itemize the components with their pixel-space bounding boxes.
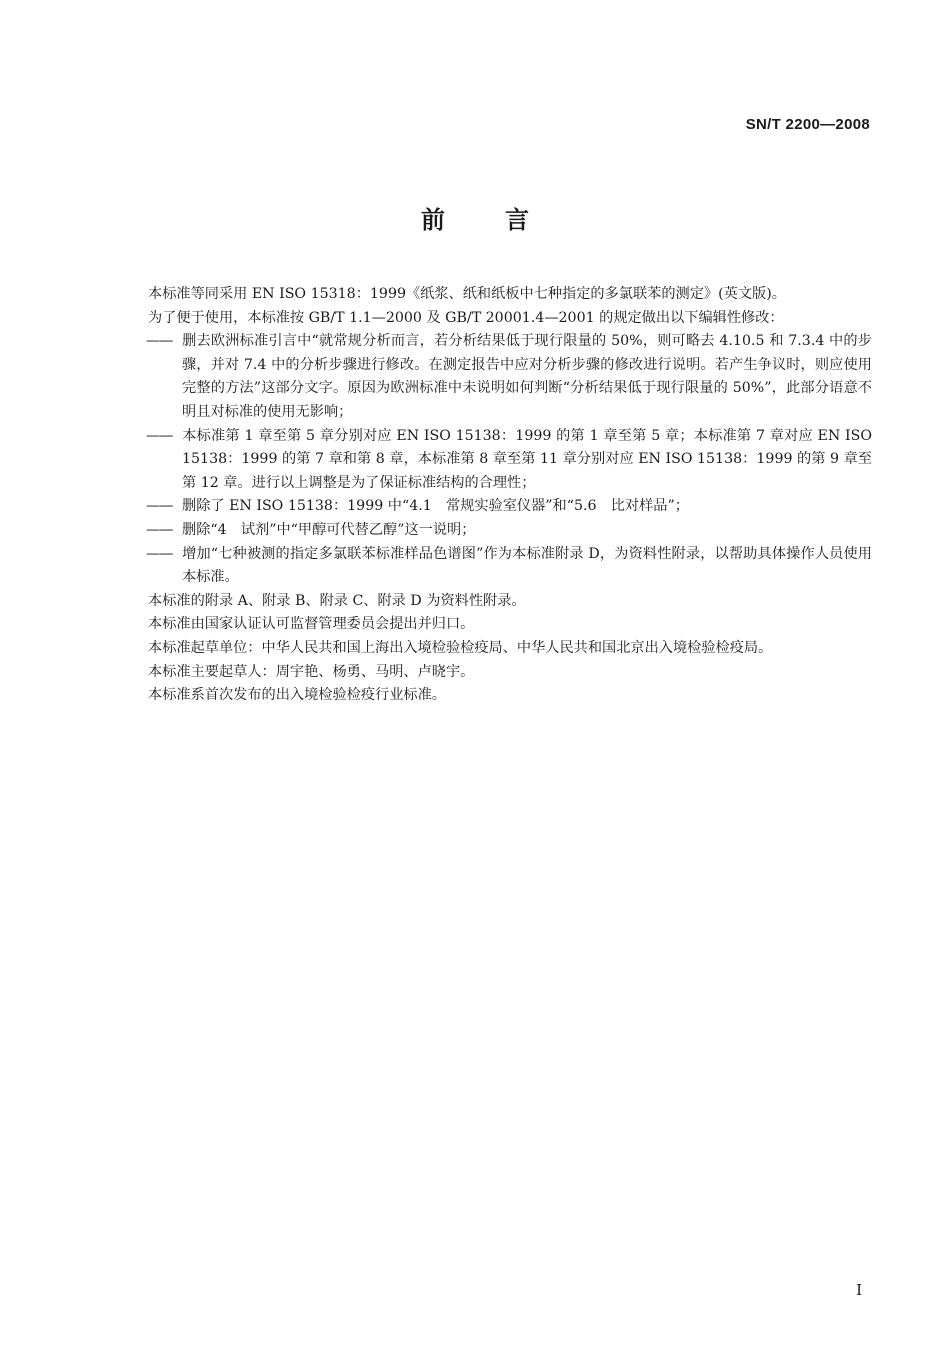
dash-marker: —— — [146, 498, 173, 515]
modification-item — [112, 519, 872, 543]
dash-marker: —— — [146, 427, 173, 444]
modification-item — [112, 330, 872, 424]
paragraph-modifications-intro: 为了便于使用，本标准按 GB/T 1.1—2000 及 GB/T 20001.4—2001 的规定做出以下编辑性修改： — [148, 309, 784, 326]
standard-number: SN/T 2200—2008 — [745, 116, 870, 133]
paragraph-drafters: 本标准主要起草人：周宇艳、杨勇、马明、卢晓宇。 — [148, 663, 475, 680]
modification-text: 增加“七种被测的指定多氯联苯标准样品色谱图”作为本标准附录 D，为资料性附录，以帮助具体操作人员使用本标准。 — [182, 545, 872, 586]
modification-item — [112, 543, 872, 590]
paragraph-first-release: 本标准系首次发布的出入境检验检疫行业标准。 — [148, 687, 446, 704]
paragraph-annexes: 本标准的附录 A、附录 B、附录 C、附录 D 为资料性附录。 — [148, 592, 526, 609]
modification-item — [112, 425, 872, 496]
paragraph-adoption: 本标准等同采用 EN ISO 15318：1999《纸浆、纸和纸板中七种指定的多氯联苯的测定》(英文版)。 — [148, 286, 786, 302]
page-title: 前言 — [421, 206, 589, 234]
paragraph-drafting-units: 本标准起草单位：中华人民共和国上海出入境检验检疫局、中华人民共和国北京出入境检验检疫局。 — [148, 639, 773, 656]
page-number: I — [856, 1281, 862, 1299]
modification-text: 删除“4 试剂”中“甲醇可代替乙醇”这一说明； — [182, 521, 476, 538]
modification-text: 删除了 EN ISO 15138：1999 中“4.1 常规实验室仪器”和“5.6 比对样品”； — [182, 498, 689, 515]
dash-marker: —— — [146, 521, 173, 538]
modification-item — [112, 495, 872, 519]
modification-text: 本标准第 1 章至第 5 章分别对应 EN ISO 15138：1999 的第 1 章至第 5 章；本标准第 7 章对应 EN ISO 15138：1999 的第 7 章和第 8 章，本标准第 8 章至第 11 章分别对应 EN ISO 15138：1999 的第 9 章至第 12 章。进行以上调整是为了保证标准结构的合理性； — [182, 427, 872, 491]
paragraph-proposer: 本标准由国家认证认可监督管理委员会提出并归口。 — [148, 616, 475, 633]
dash-marker: —— — [146, 545, 173, 562]
dash-marker: —— — [146, 333, 173, 350]
modification-text: 删去欧洲标准引言中“就常规分析而言，若分析结果低于现行限量的 50%，则可略去 4.10.5 和 7.3.4 中的步骤，并对 7.4 中的分析步骤进行修改。在测定报告中应对分析步骤的修改进行说明。若产生争议时，则应使用完整的方法”这部分文字。原因为欧洲标准中未说明如何判断“分析结果低于现行限量的 50%”，此部分语意不明且对标准的使用无影响； — [182, 333, 872, 420]
foreword-body — [112, 283, 872, 708]
